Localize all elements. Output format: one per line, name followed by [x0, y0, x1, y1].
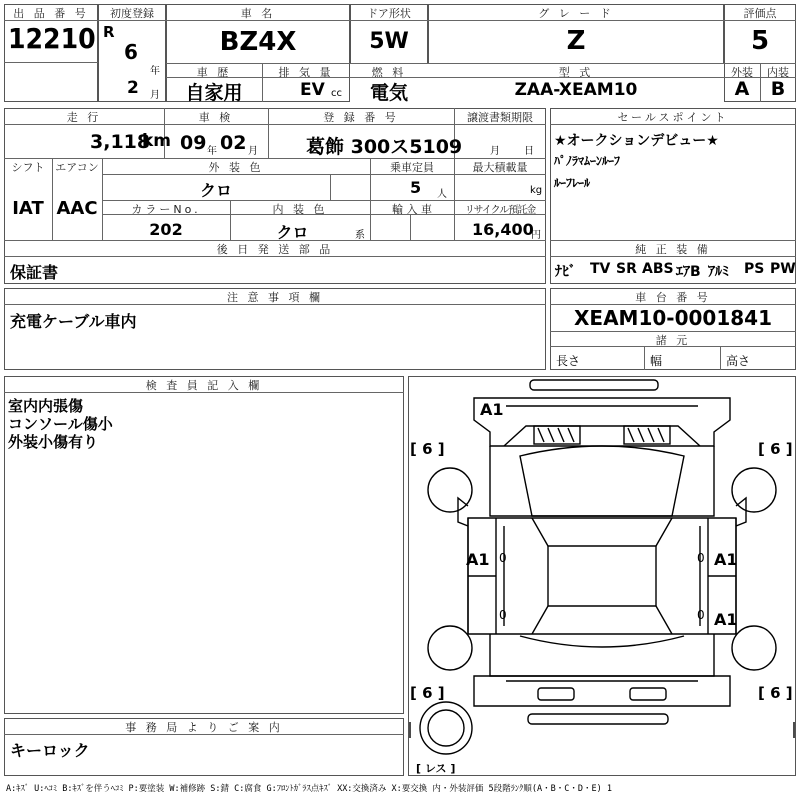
month-unit: 月 [150, 90, 160, 101]
sales-point-2: ﾊﾟﾉﾗﾏﾑｰﾝﾙｰﾌ [554, 154, 621, 168]
import-label: 輸 入 車 [392, 203, 432, 216]
interior-color-unit: 系 [355, 230, 365, 241]
history: 自家用 [185, 82, 243, 104]
inspector-label: 検 査 員 記 入 欄 [145, 379, 263, 392]
dims-label: 諸 元 [655, 334, 691, 347]
exterior-score: A [734, 78, 750, 100]
plate-number: 葛飾 300ス5109 [306, 136, 463, 158]
equipment-6: ｱﾙﾐ [708, 264, 729, 280]
reg-year: 6 [124, 40, 138, 64]
reg-month: 2 [127, 78, 139, 98]
height-label: 高さ [726, 354, 751, 368]
office-text: キーロック [10, 741, 90, 760]
grade-label: グ レ ー ド [538, 7, 614, 20]
grade: Z [566, 26, 586, 56]
equipment-7: PS [744, 261, 765, 277]
equipment-5: ｴｱB [676, 264, 701, 280]
recycle-label: リサイクル預託金 [464, 205, 536, 216]
spare-tire: [ レス ] [416, 762, 456, 775]
zero-mark-right-front: 0 [697, 551, 705, 565]
inspector-line-3: 外装小傷有り [8, 433, 99, 451]
inspection-month-unit: 月 [248, 146, 258, 157]
year-unit: 年 [150, 66, 160, 77]
mileage-label: 走 行 [66, 111, 102, 124]
displacement: EV [300, 80, 325, 100]
air-conditioner: AAC [56, 198, 98, 219]
lot-label: 出 品 番 号 [13, 7, 89, 20]
fuel-label: 燃 料 [371, 66, 407, 79]
office-label: 事 務 局 よ り ご 案 内 [125, 721, 283, 734]
transfer-day: 日 [524, 146, 534, 157]
car-name: BZ4X [219, 27, 297, 57]
inspection-year-unit: 年 [207, 146, 217, 157]
mileage: 3,118 [90, 131, 151, 153]
mileage-unit: km [142, 131, 172, 151]
equipment-4: ABS [642, 261, 674, 277]
inspector-line-1: 室内内張傷 [8, 397, 84, 415]
car-diagram [408, 376, 796, 776]
inspection-label: 車 検 [198, 111, 234, 124]
color-label: 外 装 色 [208, 161, 264, 174]
overall-score: 5 [750, 26, 770, 56]
zero-mark-left-rear: 0 [499, 608, 507, 622]
damage-mark-left-side: A1 [466, 550, 490, 569]
plate-label: 登 録 番 号 [323, 111, 399, 124]
first-reg-label: 初度登録 [110, 7, 154, 20]
door-label: ドア形状 [367, 7, 411, 20]
equipment-2: TV [590, 261, 611, 277]
era: R [103, 23, 115, 41]
damage-mark-bonnet: A1 [480, 400, 504, 419]
damage-mark-right-front-door: A1 [714, 550, 738, 569]
interior-label: 内装 [767, 66, 789, 79]
width-label: 幅 [650, 354, 663, 368]
zero-mark-right-rear: 0 [697, 608, 705, 622]
shift: IAT [12, 198, 44, 219]
tire-rear-left: [ 6 ] [410, 684, 445, 702]
score-label: 評価点 [743, 7, 777, 20]
interior-color: クロ [276, 223, 309, 242]
model: ZAA-XEAM10 [514, 80, 638, 100]
exterior-label: 外装 [731, 66, 753, 79]
tire-front-right: [ 6 ] [758, 440, 793, 458]
recycle-unit: 円 [531, 230, 541, 241]
sales-points-label: セールスポイント [617, 111, 729, 124]
equipment-label: 純 正 装 備 [635, 243, 711, 256]
recycle-fee: 16,400 [472, 220, 534, 239]
tire-front-left: [ 6 ] [410, 440, 445, 458]
load-unit: kg [530, 185, 543, 196]
exterior-color: クロ [199, 181, 232, 200]
capacity-unit: 人 [437, 189, 447, 200]
load-label: 最大積載量 [472, 161, 528, 174]
interior-score: B [770, 78, 786, 100]
notes-text: 充電ケーブル車内 [10, 312, 137, 331]
displacement-label: 排 気 量 [278, 66, 334, 79]
lot-number: 12210 [8, 22, 96, 55]
length-label: 長さ [556, 354, 581, 368]
chassis-label: 車 台 番 号 [635, 291, 711, 304]
notes-label: 注 意 事 項 欄 [227, 291, 323, 304]
sales-point-3: ﾙｰﾌﾚｰﾙ [554, 176, 591, 190]
chassis-number: XEAM10-0001841 [573, 306, 772, 330]
inspection-month: 02 [220, 132, 247, 154]
fuel: 電気 [369, 82, 408, 104]
displacement-unit: cc [331, 88, 342, 99]
legend: A:ｷｽﾞ U:ﾍｺﾐ B:ｷｽﾞを伴うﾍｺﾐ P:要塗装 W:補修跡 S:錆 C:腐食 G:ﾌﾛﾝﾄｶﾞﾗｽ点ｷｽﾞ XX:交換済み X:要交換 内・外装評価 5段階ﾗﾝｸ順(A・B・C・D・E) 1 [6, 784, 612, 794]
transfer-label: 譲渡書類期限 [467, 111, 533, 124]
interior-color-label: 内 装 色 [272, 203, 328, 216]
inspector-line-2: コンソール傷小 [8, 415, 113, 433]
history-label: 車 歴 [196, 66, 232, 79]
equipment-1: ﾅﾋﾞ [555, 264, 576, 280]
capacity-label: 乗車定員 [390, 161, 434, 174]
inspection-year: 09 [180, 132, 207, 154]
transfer-month: 月 [490, 146, 500, 157]
color-no-label: カラーNo. [131, 203, 201, 216]
shift-label: シフト [11, 161, 45, 174]
model-label: 型 式 [558, 66, 594, 79]
car-name-label: 車 名 [240, 7, 276, 20]
ac-label: エアコン [55, 161, 99, 174]
door-type: 5W [369, 29, 409, 54]
color-number: 202 [149, 220, 183, 239]
capacity: 5 [410, 178, 422, 197]
damage-mark-right-rear-door: A1 [714, 610, 738, 629]
sales-point-1: ★オークションデビュー★ [554, 133, 719, 149]
zero-mark-left-front: 0 [499, 551, 507, 565]
later-parts-label: 後 日 発 送 部 品 [216, 243, 334, 256]
tire-rear-right: [ 6 ] [758, 684, 793, 702]
equipment-3: SR [616, 261, 637, 277]
later-parts: 保証書 [10, 263, 59, 282]
equipment-8: PW [770, 261, 796, 277]
